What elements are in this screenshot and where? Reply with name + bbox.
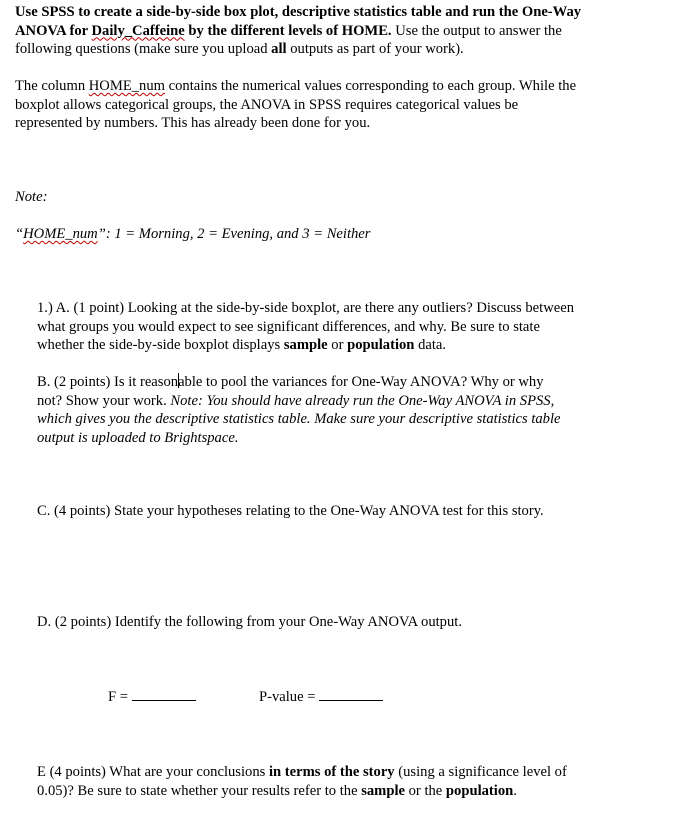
column-info-paragraph [15,77,665,133]
question-e-line-1: E (4 points) What are your conclusions in terms of the story (using a significance level of [37,764,567,780]
question-a-line-1: 1.) A. (1 point) Looking at the side-by-side boxplot, are there any outliers? Discuss between [37,300,574,316]
question-b-line-2: not? Show your work. Note: You should have already run the One-Way ANOVA in SPSS, [37,392,555,409]
question-d: D. (2 points) Identify the following from your One-Way ANOVA output. [37,614,462,630]
question-a-line-2: what groups you would expect to see significant differences, and why. Be sure to state [37,318,540,335]
variable-daily-caffeine: Daily_Caffeine [91,22,185,39]
f-blank [132,688,196,701]
question-b-line-4: output is uploaded to Brightspace. [37,429,239,446]
question-e-line-2: 0.05)? Be sure to state whether your results refer to the sample or the population. [37,782,517,799]
intro-paragraph [15,3,665,59]
question-a [37,299,667,355]
question-b-line-1: B. (2 points) Is it reasonable to pool the variances for One-Way ANOVA? Why or why [37,374,544,390]
intro-line-1: Use SPSS to create a side-by-side box plot, descriptive statistics table and run the One-Way [15,4,582,20]
f-statistic-field: F = [108,688,196,707]
variable-home-num: HOME_num [88,78,165,94]
question-a-line-3: whether the side-by-side boxplot displays sample or population data. [37,337,447,353]
question-b [37,373,667,447]
column-info-line-3: represented by numbers. This has already been done for you. [15,115,371,131]
column-info-line-2: boxplot allows categorical groups, the ANOVA in SPSS requires categorical values be [15,96,519,113]
column-info-line-1: The column HOME_num contains the numerical values corresponding to each group. While the [15,78,577,94]
question-b-line-3: which gives you the descriptive statistics table. Make sure your descriptive statistics table [37,411,561,427]
note-label: Note: [15,189,48,205]
intro-line-2: ANOVA for Daily_Caffeine by the different levels of HOME. Use the output to answer the [15,22,562,39]
note-coding: “HOME_num”: 1 = Morning, 2 = Evening, and 3 = Neither [15,226,371,242]
intro-line-3: following questions (make sure you upload all outputs as part of your work). [15,41,464,57]
question-e [37,763,667,800]
p-value-blank [319,688,383,701]
note-variable: HOME_num [23,226,98,242]
p-value-field: P-value = [259,688,383,707]
question-c: C. (4 points) State your hypotheses relating to the One-Way ANOVA test for this story. [37,503,544,519]
